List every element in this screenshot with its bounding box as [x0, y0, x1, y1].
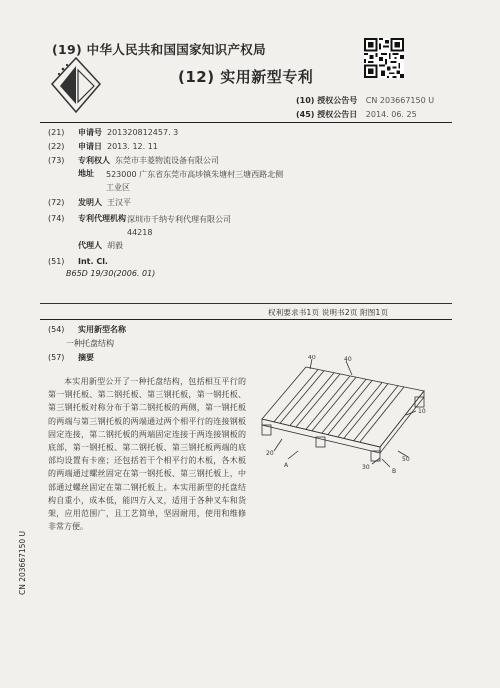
field-label: Int. Cl.: [78, 257, 108, 266]
label-a: A: [284, 462, 289, 469]
field-code: (72): [48, 198, 65, 207]
publication-date-value: 2014. 06. 25: [365, 110, 417, 119]
section-rule: [40, 319, 452, 320]
field-value: 201320812457. 3: [107, 128, 179, 137]
field-label: 申请号: [78, 128, 102, 137]
field-code: (54): [48, 325, 65, 334]
field-value: 东莞市丰菱物流设备有限公司: [115, 156, 219, 165]
agency-value: 深圳市千纳专利代理有限公司 44218: [127, 215, 231, 237]
publication-date: [296, 109, 417, 120]
label-20: 20: [266, 450, 274, 457]
field-label: 实用新型名称: [78, 325, 126, 334]
label-40: 40: [344, 356, 352, 363]
side-publication-code: CN 203667150 U: [18, 530, 27, 595]
label-40b: 40: [308, 355, 316, 361]
label-b: B: [392, 468, 397, 475]
abstract-text: 本实用新型公开了一种托盘结构，包括相互平行的第一钢托板、第二钢托板、第三钢托板，第一钢托板、第三钢托板对称分布于第二钢托板的两侧，第一钢托板的两端与第三钢托板的两端通过两个相平行的连接钢板固定连接，第二钢托板的两端固定连接于两连接钢板的底部，第一钢托板、第二钢托板、第三钢托板两端的底部均设置有卡座；还包括若干个相平行的木板，各木板的两端通过螺丝固定在第一钢托板、第三钢托板上，中部通过螺丝固定在第二钢托板上。本实用新型的托盘结构自重小，成本低，能四方入叉，适用于各种叉车和货架，应用范围广，且工艺简单，坚固耐用，使用和维修非常方便。: [48, 377, 246, 532]
utility-model-title-label: [48, 324, 131, 336]
office-name: (19) 中华人民共和国国家知识产权局: [52, 42, 266, 57]
publication-date-label: (45) 授权公告日: [296, 110, 358, 119]
field-code: (73): [48, 156, 65, 165]
pallet-planks: [274, 370, 404, 442]
front-rail: [262, 419, 380, 453]
field-code: (74): [48, 214, 65, 223]
address-value: 523000 广东省东莞市高埗镇朱塘村三塘西路北侧工业区: [106, 170, 284, 192]
address-label: [48, 168, 99, 180]
label-50: 50: [402, 456, 410, 463]
pages-rule: [40, 303, 452, 304]
field-value: 王汉平: [107, 198, 131, 207]
agency-label: [48, 213, 131, 225]
publication-number-label: (10) 授权公告号: [296, 96, 358, 105]
header-rule: [40, 122, 452, 123]
field-label: 专利权人: [78, 156, 110, 165]
publication-number-value: CN 203667150 U: [365, 96, 435, 105]
publication-number: [296, 95, 434, 106]
int-cl-label: [48, 256, 113, 268]
field-code: (21): [48, 128, 65, 137]
label-10: 10: [418, 408, 426, 415]
field-code: (22): [48, 142, 65, 151]
field-value: 2013. 12. 11: [107, 142, 158, 151]
utility-model-title: 一种托盘结构: [66, 339, 114, 348]
agent: [48, 240, 123, 252]
field-label: 地址: [78, 169, 94, 178]
field-value: 胡毅: [107, 241, 123, 250]
inventor: [48, 197, 131, 209]
field-label: 代理人: [78, 241, 102, 250]
qr-code-icon: [364, 38, 404, 78]
application-date: [48, 141, 158, 153]
field-label: 发明人: [78, 198, 102, 207]
sipo-logo-icon: [50, 56, 102, 114]
field-label: 专利代理机构: [78, 214, 126, 223]
application-number: [48, 127, 178, 139]
patentee: [48, 155, 219, 167]
field-label: 摘要: [78, 353, 94, 362]
int-cl-value: B65D 19/30(2006. 01): [66, 269, 156, 278]
field-label: 申请日: [78, 142, 102, 151]
field-code: (51): [48, 257, 65, 266]
field-code: (57): [48, 353, 65, 362]
label-30: 30: [362, 464, 370, 471]
page-count-info: 权利要求书1页 说明书2页 附图1页: [268, 308, 389, 317]
document-type: (12) 实用新型专利: [178, 68, 314, 86]
pallet-drawing: [248, 355, 438, 475]
abstract-label: [48, 352, 99, 364]
